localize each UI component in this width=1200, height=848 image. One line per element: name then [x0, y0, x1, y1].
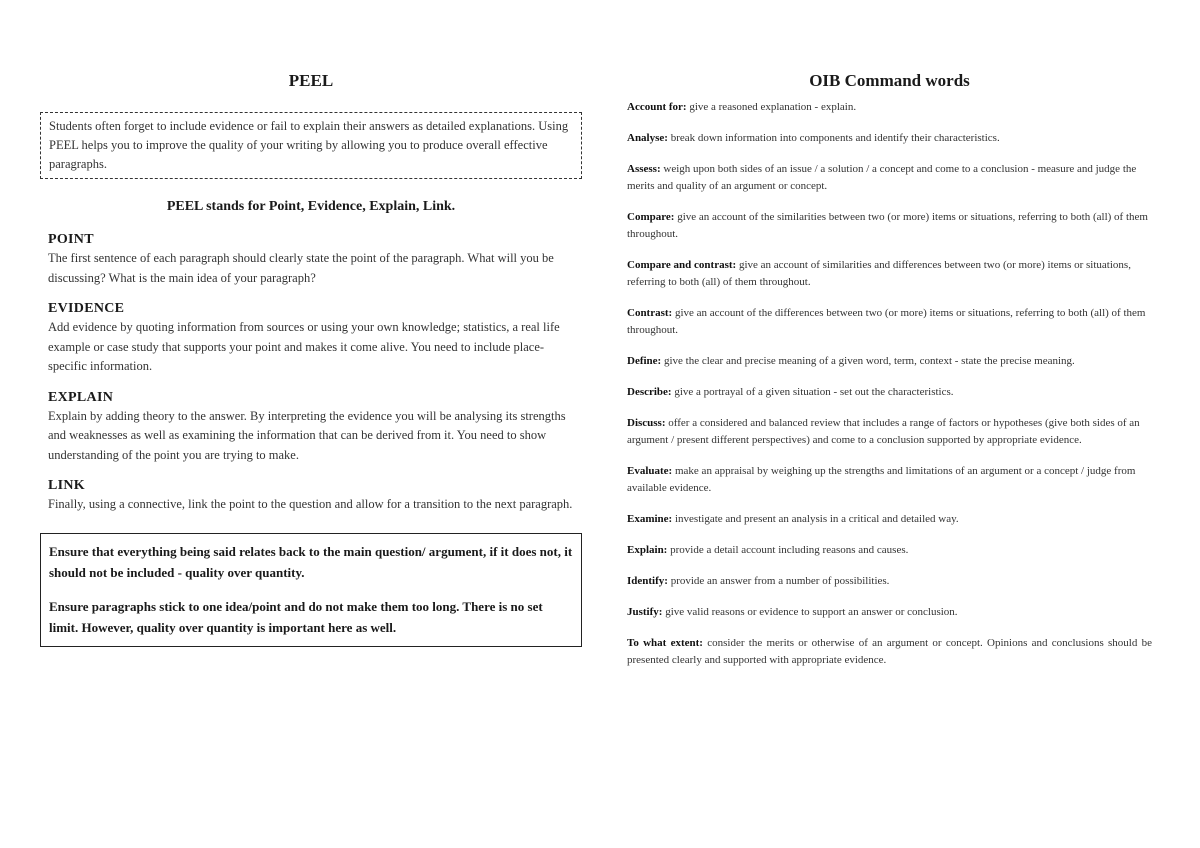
term-name: Discuss: [627, 417, 666, 429]
reminder-box [40, 533, 582, 647]
term-definition: consider the merits or otherwise of an argument or concept. Opinions and conclusions should be presented clearly and supported with appropriate evidence. [627, 637, 1152, 666]
term-name: Compare: [627, 211, 675, 223]
term-name: To what extent: [627, 637, 703, 649]
term-analyse [627, 130, 1152, 147]
section-heading: POINT [48, 232, 94, 247]
section-explain [40, 389, 582, 466]
intro-box: Students often forget to include evidence or fail to explain their answers as detailed explanations. Using PEEL helps you to improve the quality of your writing by allowing you to produce overall effective paragraphs. [40, 112, 582, 179]
term-describe [627, 384, 1152, 401]
peel-title: PEEL [288, 71, 334, 90]
term-to-what-extent [627, 635, 1152, 669]
command-words-title: OIB Command words [809, 71, 970, 90]
peel-stands-for: PEEL stands for Point, Evidence, Explain, Link. [166, 199, 456, 214]
section-body: The first sentence of each paragraph should clearly state the point of the paragraph. What will you be discussing? What is the main idea of your paragraph? [48, 251, 554, 285]
term-name: Justify: [627, 606, 663, 618]
section-body: Add evidence by quoting information from sources or using your own knowledge; statistics, a real life example or case study that supports your point and makes it come alive. You need to include place-specific information. [48, 320, 560, 373]
section-point [40, 231, 582, 288]
term-contrast [627, 305, 1152, 339]
term-name: Identify: [627, 575, 668, 587]
section-heading: LINK [48, 478, 85, 493]
reminder-paragraph-length: Ensure paragraphs stick to one idea/point and do not make them too long. There is no set limit. However, quality over quantity is important here as well. [49, 598, 543, 635]
term-account-for [627, 99, 1152, 116]
term-compare-and-contrast [627, 257, 1152, 291]
term-name: Assess: [627, 163, 661, 175]
term-name: Contrast: [627, 307, 673, 319]
term-definition: give an account of similarities and differences between two (or more) items or situations, referring to both (all) of them throughout. [627, 259, 1131, 288]
peel-column [40, 70, 582, 647]
term-identify [627, 573, 1152, 590]
reminder-relevance: Ensure that everything being said relates back to the main question/ argument, if it does not, it should not be included - quality over quantity. [49, 543, 573, 580]
term-definition: give an account of the similarities between two (or more) items or situations, referring to both (all) of them throughout. [627, 211, 1148, 240]
term-discuss [627, 415, 1152, 449]
term-definition: weigh upon both sides of an issue / a solution / a concept and come to a conclusion - measure and judge the merits and quality of an argument or concept. [627, 163, 1137, 192]
term-definition: offer a considered and balanced review that includes a range of factors or hypotheses (give both sides of an argument / present different perspectives) and come to a conclusion supported by appropriate evidence. [627, 417, 1140, 446]
section-body: Explain by adding theory to the answer. By interpreting the evidence you will be analysing its strengths and weaknesses as well as examining the information that can be derived from it. You need to show understanding of the point you are trying to make. [48, 408, 566, 462]
term-definition: give a reasoned explanation - explain. [686, 101, 857, 113]
section-link [40, 477, 582, 515]
term-name: Account for: [627, 101, 687, 113]
term-definition: provide a detail account including reasons and causes. [667, 544, 909, 556]
term-definition: give a portrayal of a given situation - set out the characteristics. [671, 386, 954, 398]
term-define [627, 353, 1152, 370]
term-definition: make an appraisal by weighing up the strengths and limitations of an argument or a concept / judge from available evidence. [627, 465, 1136, 494]
section-evidence [40, 300, 582, 377]
term-name: Define: [627, 355, 662, 367]
command-words-column [627, 70, 1152, 683]
command-words-list [627, 99, 1152, 669]
term-justify [627, 604, 1152, 621]
section-body: Finally, using a connective, link the point to the question and allow for a transition to the next paragraph. [48, 497, 573, 511]
term-explain [627, 542, 1152, 559]
term-evaluate [627, 463, 1152, 497]
term-assess [627, 161, 1152, 195]
term-definition: give an account of the differences between two (or more) items or situations, referring to both (all) of them throughout. [627, 307, 1146, 336]
section-heading: EXPLAIN [48, 389, 114, 405]
term-definition: break down information into components and identify their characteristics. [667, 132, 1000, 144]
section-heading: EVIDENCE [48, 301, 125, 316]
term-name: Describe: [627, 386, 672, 398]
term-name: Explain: [627, 544, 668, 556]
term-compare [627, 209, 1152, 243]
term-definition: give valid reasons or evidence to support an answer or conclusion. [662, 606, 958, 618]
term-definition: investigate and present an analysis in a critical and detailed way. [672, 513, 959, 525]
term-name: Analyse: [627, 132, 668, 144]
term-definition: provide an answer from a number of possibilities. [667, 575, 890, 587]
term-examine [627, 511, 1152, 528]
term-definition: give the clear and precise meaning of a given word, term, context - state the precise meaning. [661, 355, 1075, 367]
term-name: Evaluate: [627, 465, 673, 477]
term-name: Examine: [627, 513, 673, 525]
term-name: Compare and contrast: [627, 259, 737, 271]
